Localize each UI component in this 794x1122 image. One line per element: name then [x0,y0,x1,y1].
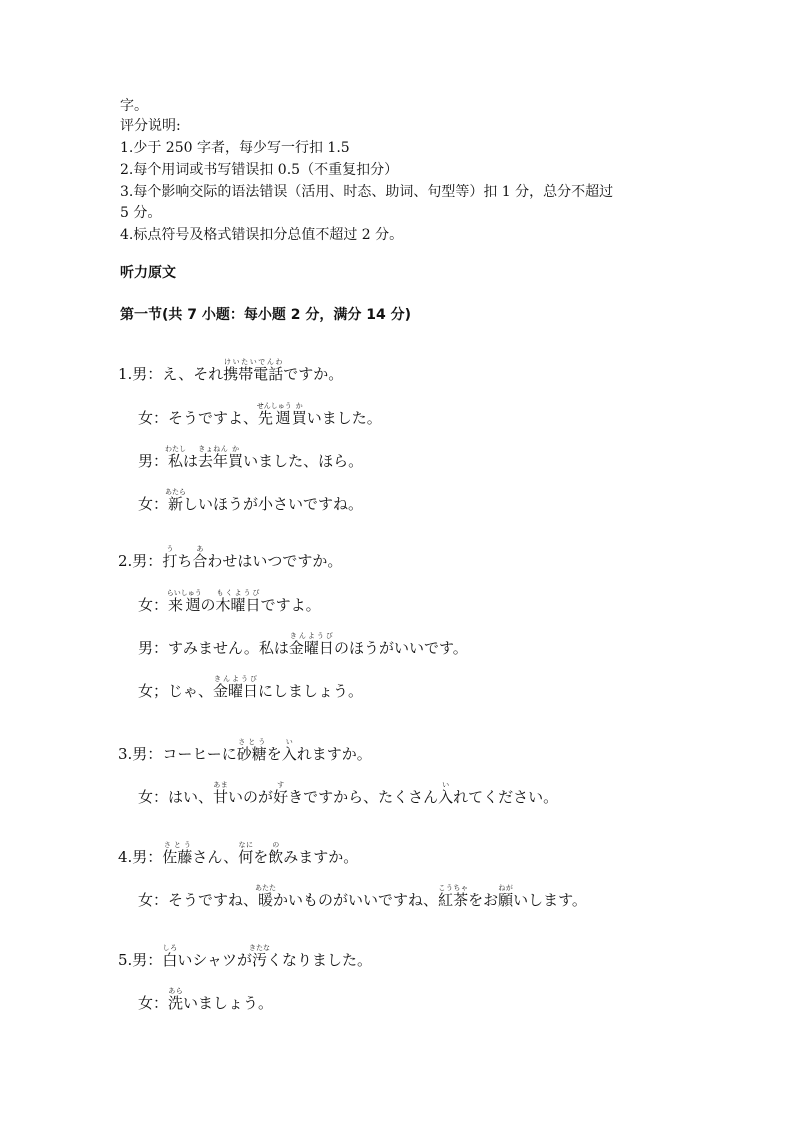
scoring-rule: 1.少于 250 字者，每少写一行扣 1.5 [120,140,350,156]
speaker-label: 女： [138,994,169,1012]
dialog-line [138,675,363,701]
furigana-word: 甘あま [213,781,229,806]
speaker-label: 女： [138,495,169,513]
dialog-text: コーヒーに [162,745,237,763]
furigana-word: 入い [438,781,454,806]
dialog-text: さん、 [192,848,239,866]
intro-continuation: 字。 [120,98,148,114]
dialog-text: そうですね、 [168,891,259,909]
furigana-word: 私わたし [165,445,187,470]
dialog-line [138,632,468,658]
dialog-text: え、それ [162,365,224,383]
furigana-word: 打う [162,545,178,570]
furigana-word: 木曜日もくようび [215,589,261,614]
dialog-text: くなりました。 [267,951,373,969]
furigana-word: 汚きたな [249,944,271,969]
furigana-word: 来週らいしゅう [166,589,202,614]
scoring-rule: 2.每个用词或书写错误扣 0.5（不重复扣分） [120,162,399,178]
dialog-text: すみません。私は [168,639,289,657]
dialog-text: きですから、たくさん [288,788,439,806]
dialog-text: いシャツが [177,951,253,969]
scoring-rule: 5 分。 [120,205,162,221]
dialog-text: いのが [228,788,274,806]
dialog-text: をお [468,891,499,909]
dialog-text: ですか。 [283,365,344,383]
furigana-word: 合あ [192,545,208,570]
dialog-text: そうですよ、 [168,409,259,427]
dialog-line [118,841,358,867]
dialog-text: はい、 [168,788,214,806]
dialog-line [138,781,558,807]
furigana-word: 願ねが [498,884,514,909]
furigana-word: 金曜日きんようび [213,675,259,700]
part-title: 第一节(共 7 小题：每小题 2 分，满分 14 分) [120,307,412,323]
dialog-line [138,402,382,428]
speaker-label: 1.男： [118,365,163,383]
dialog-line [118,545,342,571]
speaker-label: 女： [138,409,169,427]
dialog-text: かいものがいいですね、 [273,891,439,909]
dialog-text: を [253,848,269,866]
dialog-text: の [200,596,216,614]
furigana-word: 暖あたた [255,884,277,909]
furigana-word: 飲の [268,841,284,866]
dialog-line [138,445,363,471]
speaker-label: 女： [138,891,169,909]
speaker-label: 3.男： [118,745,163,763]
furigana-word: 白しろ [162,944,178,969]
dialog-text: にしましょう。 [258,682,364,700]
speaker-label: 女： [138,596,169,614]
scoring-rule: 4.标点符号及格式错误扣分总值不超过 2 分。 [120,227,404,243]
speaker-label: 男： [138,452,169,470]
furigana-word: 何なに [238,841,254,866]
furigana-word: 買か [291,402,307,427]
scoring-rule: 3.每个影响交际的语法错误（活用、时态、助词、句型等）扣 1 分，总分不超过 [120,184,614,200]
dialog-text: ち [177,552,193,570]
dialog-line [138,589,321,615]
dialog-text: しいほうが小さいですね。 [183,495,364,513]
dialog-line [118,358,343,384]
speaker-label: 女： [138,788,169,806]
dialog-text: いました、ほら。 [243,452,364,470]
dialog-text: みますか。 [283,848,359,866]
dialog-text: を [266,745,282,763]
furigana-word: 先週せんしゅう [256,402,292,427]
dialog-text: いました。 [306,409,382,427]
dialog-text: いましょう。 [183,994,274,1012]
speaker-label: 5.男： [118,951,163,969]
furigana-word: 新あたら [165,488,187,513]
dialog-text: じゃ、 [168,682,214,700]
dialog-line [118,738,372,764]
furigana-word: 好す [273,781,289,806]
dialog-text: ですよ。 [260,596,321,614]
speaker-label: 女； [138,682,169,700]
dialog-line [138,488,363,514]
section-title: 听力原文 [120,265,176,281]
furigana-word: 砂糖さとう [236,738,267,763]
dialog-text: いします。 [513,891,587,909]
furigana-word: 洗あら [168,987,184,1012]
speaker-label: 2.男： [118,552,163,570]
dialog-text: わせはいつですか。 [207,552,343,570]
dialog-text: れますか。 [296,745,372,763]
scoring-heading: 评分说明: [120,118,181,134]
speaker-label: 4.男： [118,848,163,866]
furigana-word: 入い [281,738,297,763]
dialog-text: のほうがいいです。 [333,639,468,657]
dialog-text: は [183,452,199,470]
dialog-line [118,944,372,970]
dialog-line [138,987,273,1013]
furigana-word: 金曜日きんようび [288,632,334,657]
furigana-word: 佐藤さとう [162,841,193,866]
furigana-word: 携帯電話けいたいでんわ [223,358,284,383]
speaker-label: 男： [138,639,169,657]
dialog-text: れてください。 [453,788,559,806]
furigana-word: 去年きょねん [198,445,229,470]
dialog-line [138,884,587,910]
furigana-word: 買か [228,445,244,470]
furigana-word: 紅茶こうちゃ [438,884,469,909]
